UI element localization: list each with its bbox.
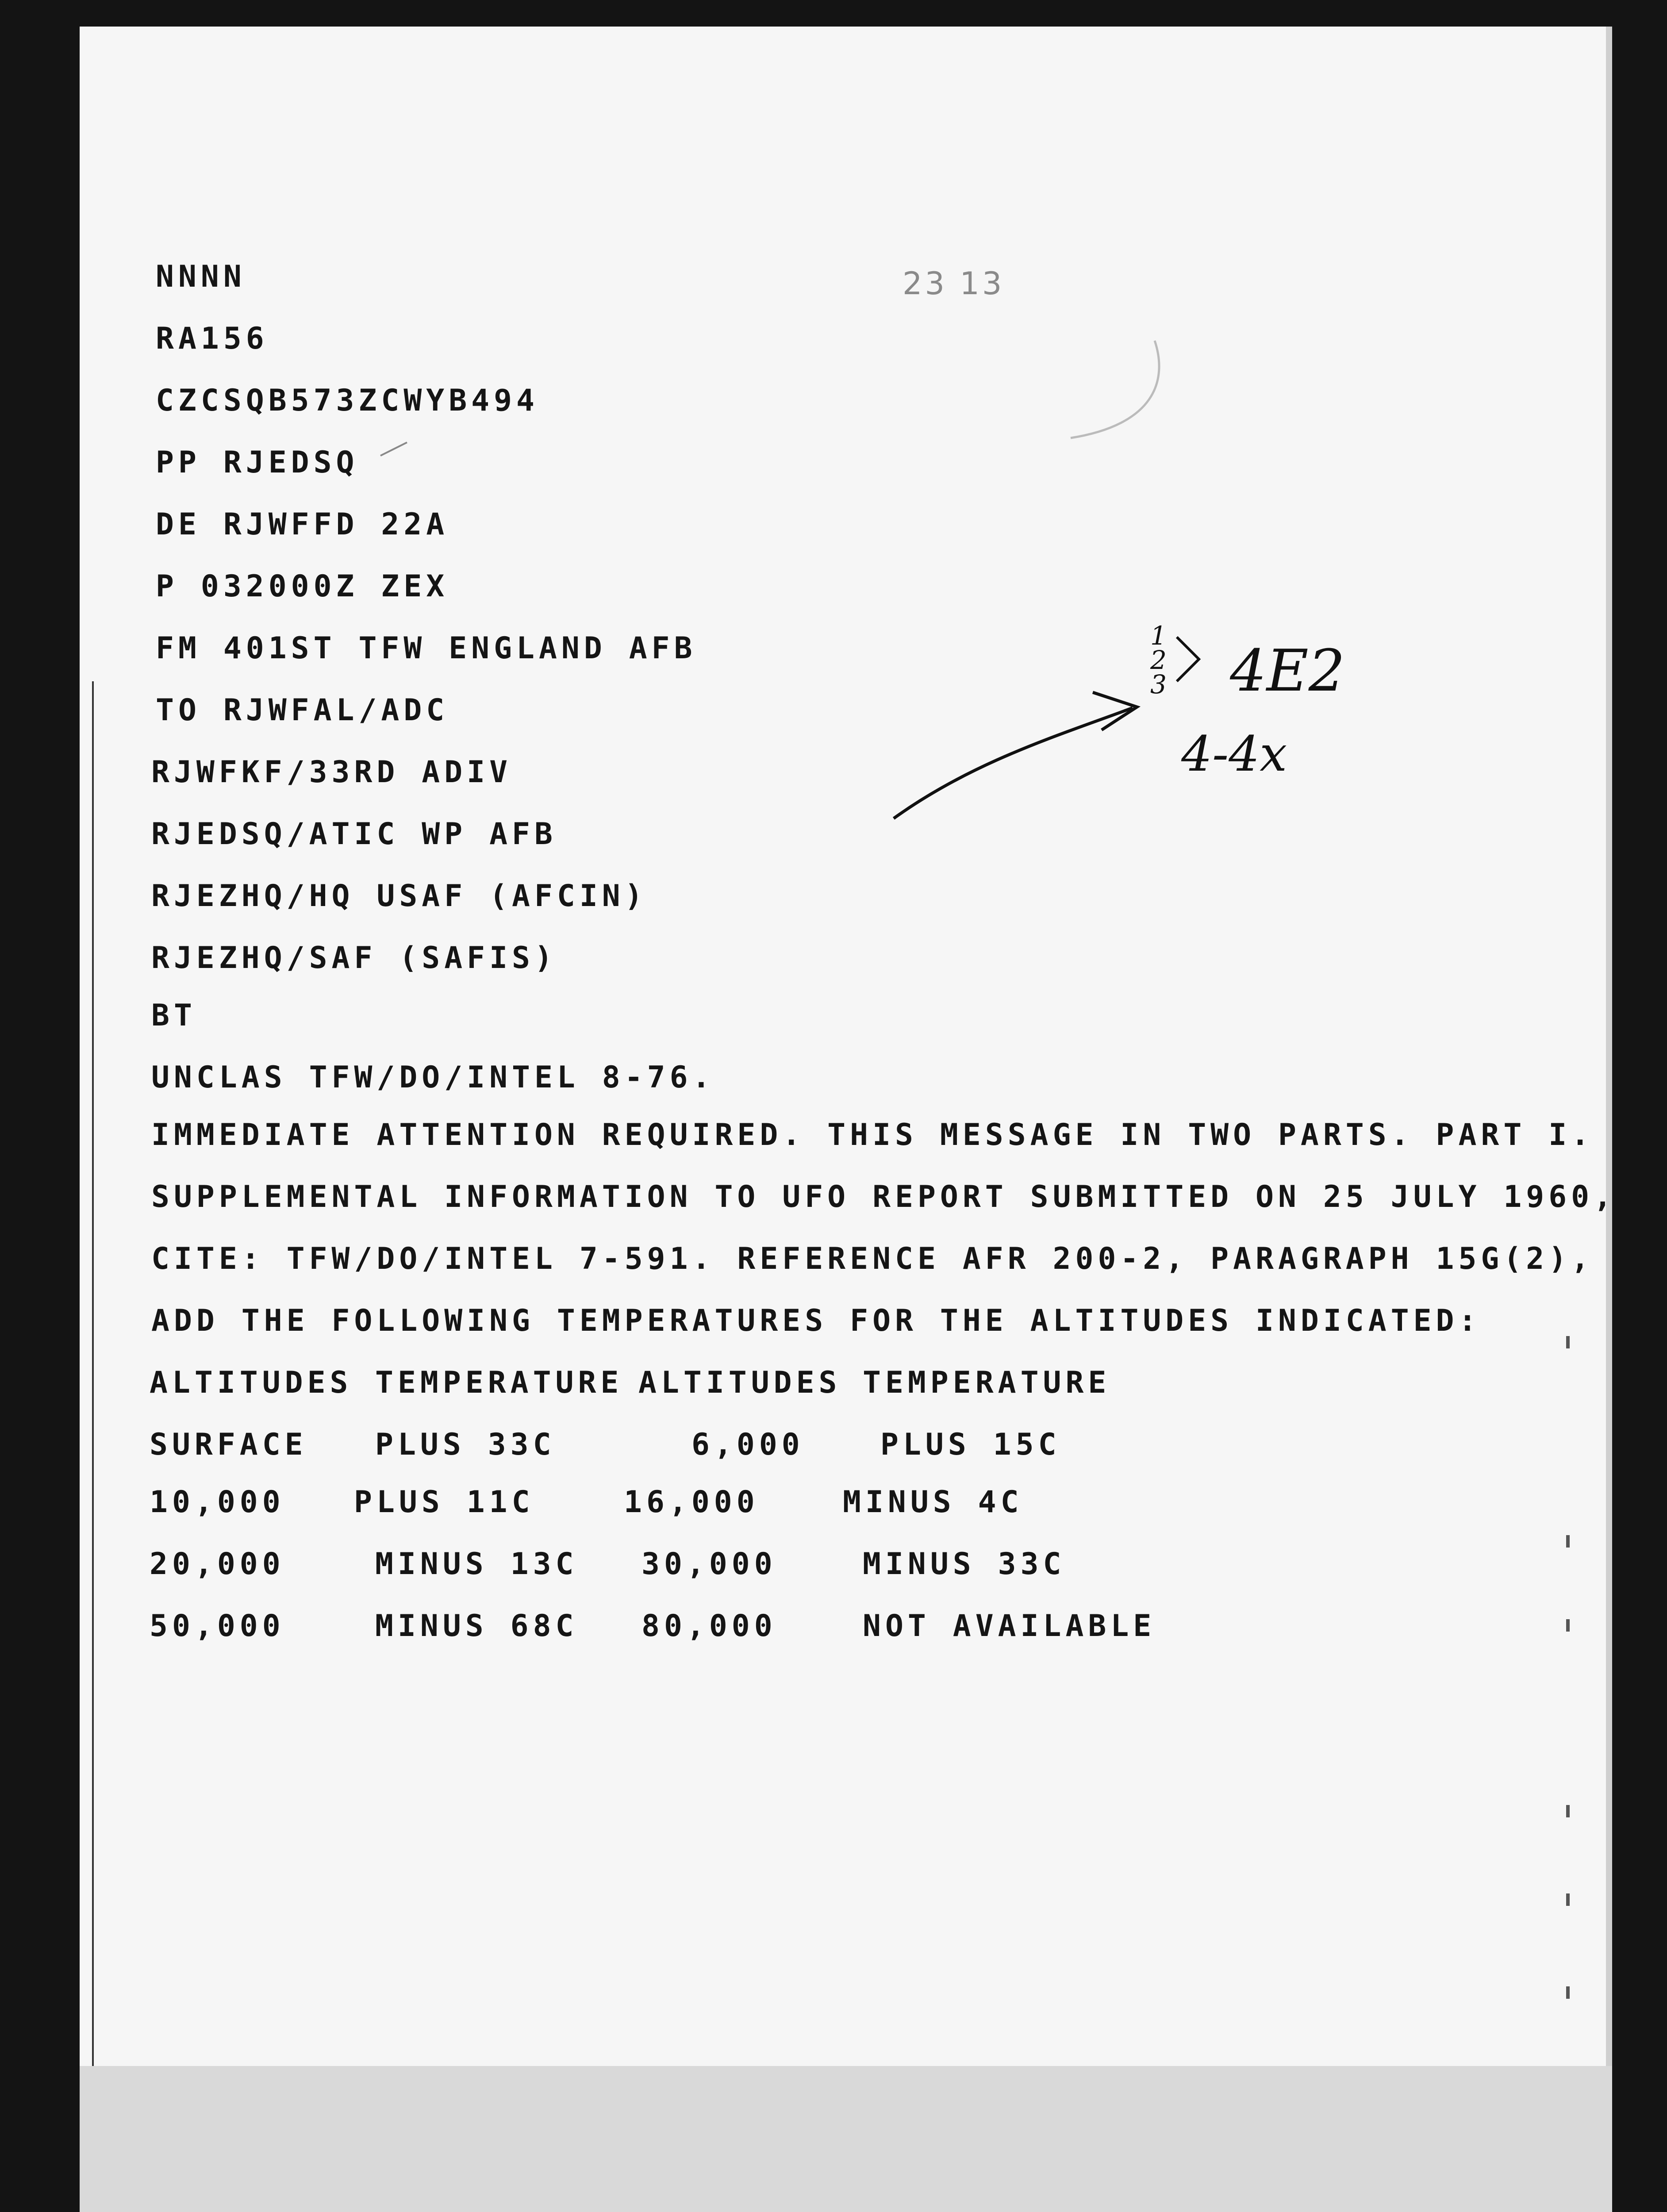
table-cell: MINUS 4C — [843, 1485, 1023, 1520]
table-cell: MINUS 13C — [375, 1547, 578, 1582]
table-cell: SURFACE — [150, 1427, 307, 1462]
edge-mark — [1566, 1986, 1570, 1999]
handwritten-code: 4E2 — [1230, 637, 1345, 704]
msg-line: RJEZHQ/HQ USAF (AFCIN) — [151, 879, 647, 914]
table-cell: NOT AVAILABLE — [863, 1609, 1156, 1644]
table-header: TEMPERATURE — [375, 1365, 623, 1400]
msg-line: TO RJWFAL/ADC — [156, 693, 449, 728]
msg-line: IMMEDIATE ATTENTION REQUIRED. THIS MESSAGE IN TWO PARTS. PART I. — [151, 1118, 1594, 1152]
msg-line: RJEZHQ/SAF (SAFIS) — [151, 941, 557, 975]
msg-line: P 032000Z ZEX — [156, 569, 449, 604]
arrow-head-icon — [1093, 692, 1137, 730]
msg-line: CITE: TFW/DO/INTEL 7-591. REFERENCE AFR 200-2, PARAGRAPH 15G(2), — [151, 1241, 1594, 1276]
circle-mark-icon — [1071, 341, 1159, 438]
handwritten-note: 4-4x — [1181, 726, 1287, 782]
table-cell: 10,000 — [150, 1485, 285, 1520]
date-stamp: 23 13 — [903, 265, 1005, 302]
msg-line: NNNN — [156, 259, 246, 294]
table-header: ALTITUDES — [638, 1365, 841, 1400]
bracket-icon — [1177, 637, 1199, 681]
arrow-icon — [894, 708, 1133, 818]
table-cell: MINUS 33C — [863, 1547, 1066, 1582]
table-cell: PLUS 33C — [375, 1427, 556, 1462]
tick-mark-icon — [380, 442, 407, 456]
edge-mark — [1566, 1893, 1570, 1906]
table-cell: 16,000 — [624, 1485, 759, 1520]
edge-mark — [1566, 1805, 1570, 1817]
table-cell: 30,000 — [641, 1547, 777, 1582]
msg-line: CZCSQB573ZCWYB494 — [156, 383, 539, 418]
msg-line: FM 401ST TFW ENGLAND AFB — [156, 631, 697, 666]
msg-line: ADD THE FOLLOWING TEMPERATURES FOR THE ALTITUDES INDICATED: — [151, 1303, 1481, 1338]
table-cell: 20,000 — [150, 1547, 285, 1582]
msg-line: SUPPLEMENTAL INFORMATION TO UFO REPORT SUBMITTED ON 25 JULY 1960, — [151, 1179, 1617, 1214]
table-cell: MINUS 68C — [375, 1609, 578, 1644]
msg-line: DE RJWFFD 22A — [156, 507, 449, 542]
handwritten-fractions: 1 2 3 — [1150, 621, 1167, 700]
msg-line: BT — [151, 998, 196, 1033]
edge-mark — [1566, 1336, 1570, 1348]
table-cell: PLUS 15C — [880, 1427, 1061, 1462]
msg-line: UNCLAS TFW/DO/INTEL 8-76. — [151, 1060, 715, 1095]
table-header: TEMPERATURE — [863, 1365, 1111, 1400]
edge-mark — [1566, 1619, 1570, 1632]
table-cell: PLUS 11C — [354, 1485, 534, 1520]
table-header: ALTITUDES — [150, 1365, 353, 1400]
msg-line: PP RJEDSQ — [156, 445, 359, 480]
table-cell: 6,000 — [691, 1427, 804, 1462]
msg-line: RJWFKF/33RD ADIV — [151, 755, 512, 790]
msg-line: RJEDSQ/ATIC WP AFB — [151, 817, 557, 852]
msg-line: RA156 — [156, 321, 269, 356]
table-cell: 50,000 — [150, 1609, 285, 1644]
edge-mark — [1566, 1535, 1570, 1548]
table-cell: 80,000 — [641, 1609, 777, 1644]
